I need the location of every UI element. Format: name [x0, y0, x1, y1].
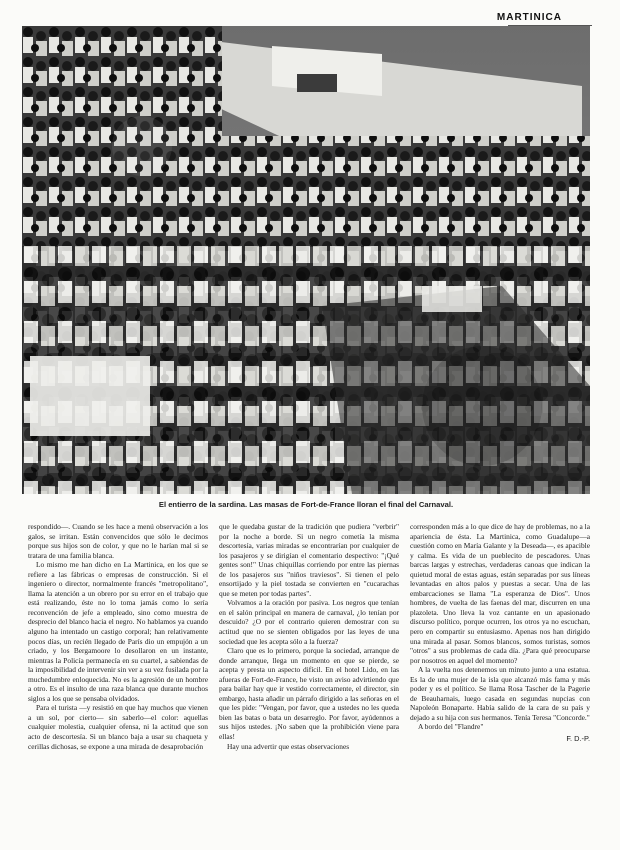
photo-caption: El entierro de la sardina. Las masas de Fort-de-France lloran el final del Carnaval. — [158, 500, 454, 509]
paragraph: Para el turista —y resistió en que hay muchos que vienen a un sol, por cierto— sin saberlo—el color: aquellas cualquier molestia, cualquier ofensa, ni la actitud que son acto de descortesía. Si un blanco baja a usar su chaqueta y cerillas dichosas, se expone a una mirada de desaprobación — [28, 703, 208, 751]
carnival-photo — [22, 26, 590, 494]
paragraph: corresponden más a lo que dice de hay de problemas, no a la apariencia de ésta. La Martinica, como Guadalupe—a cuestión como en María Galante y la Deseada—, es apacible y calma. Es vida de un pueblecito de pescadores. Unas barcas largas y estrechas, verdaderas canoas que indican la quietud moral de estas aguas, están separadas por sus líneas levantadas en altos palos y puestas a secar. Una de las embarcaciones se llama "La esperanza de Dios". Unos hombres, de vuelta de las faenas del mar, discurren en una plazoleta. Uno lleva la voz cantante en un apasionado discurso político, porque ocurren, los otros ya no escuchan, pero en compartir su entusiasmo. Apenas nos han dirigido una mirada al pasar. Somos blancos, somos turistas, somos "otros" a sus problemas de cada día. ¿Para qué preocuparse por nosotros en aquel del momento? — [410, 522, 590, 665]
author-signature: F. D.-P. — [566, 734, 590, 744]
paragraph: A la vuelta nos detenemos un minuto junto a una estatua. Es la de una mujer de la isla que alcanzó más fama y más poder y es el político. Se llama Rosa Tascher de la Pagerie de Beauharnais, luego casada en segundas nupcias con Napoleón Bonaparte. Había salido de la cara de su país y dejado a su hija con sus hermanos. Tenía Teresa "Concorde." — [410, 665, 590, 722]
text-column-1 — [28, 522, 208, 751]
section-header: MARTINICA — [496, 12, 562, 23]
paragraph: Lo mismo me han dicho en La Martinica, en los que se refiere a las fábricas o empresas de construcción. Si el ingeniero o director, normalmente francés "metropolitano", llama la atención a un obrero por su error en el trabajo que está realizando, éste no lo toma jamás como lo sería reconvención de jefe a empleado, sino como muestra de desprecio del blanco hacia el negro. No hablamos ya cuando alguno ha intentado un castigo corporal; han relativamente pocos días, un recién llegado de París dio un empujón a un criado, y los Bergamoore lo desollaron en un instante, mientras la Policía permanecía en su cuartel, a sabiendas de la imposibilidad de intervenir sin ver a su vez fusilada por la muchedumbre enloquecida. No es la agresión de un hombre a otro. Es el insulto de una raza blanca que durante muchos siglos a los que se pensaba olvidados. — [28, 560, 208, 703]
text-column-3 — [410, 522, 590, 744]
paragraph: Hay una advertir que estas observaciones — [227, 741, 350, 751]
paragraph: respondido—. Cuando se les hace a menú observación a los galos, se irritan. Están convencidos que sólo le decimos porque sus hijos son de color, y que no le harían mal si se tratara de una familia blanca. — [28, 522, 208, 560]
text-column-2 — [219, 522, 399, 751]
paragraph: A bordo del "Flandre" — [418, 722, 484, 732]
paragraph: Volvamos a la oración por pasiva. Los negros que tenían en el salón principal en manera de carnaval, ¿lo tenían por descuido? ¿O por el contrario quieren demostrar con su actitud que no se sienten obligados por las leyes de una sociedad que les acepta sólo a la fuerza? — [219, 598, 399, 646]
carnival-crowd-image — [22, 26, 590, 494]
paragraph: Claro que es lo primero, porque la sociedad, arranque de donde arranque, llega un momento en que se pierde, se acepta y presta un aspecto difícil. En el hotel Lido, en las afueras de Fort-de-France, he visto un aviso advirtiendo que para bailar hay que ir vestido correctamente, el director, sin embargo, hasta añadir un párrafo dirigido a las señoras en el que les pide: "Vengan, por favor, que a ustedes no les queda bien las batas o bata un desarreglo. Por favor, ayúdennos a sus hijos ustedes. ¡No saben que la prohibición viene para ellas! — [219, 646, 399, 742]
paragraph: que le quedaba gustar de la tradición que pudiera "verbrir" por la noche a borde. Si un negro cometía la misma descortesía, varias miradas se encontrarían por cualquier de los pasajeros y se dirigían el comentario despectivo: "¡Qué gentes son!" Unas chiquillas corriendo por entre las piernas de los pasajeros sus "niños traviesos". Si tienen el pelo ensortijado y la piel tostada se convierten en "cucarachas que se meten por todas partes". — [219, 522, 399, 598]
